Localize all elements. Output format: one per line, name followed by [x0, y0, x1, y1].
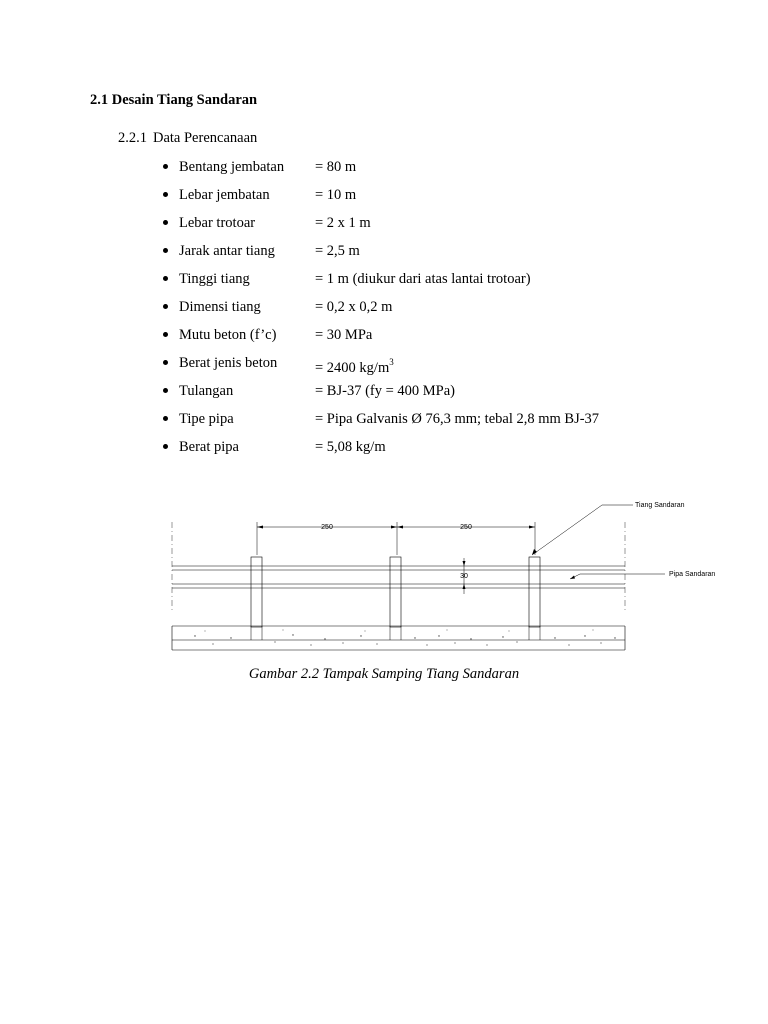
spec-value: = 30 MPa — [315, 327, 373, 343]
spec-label: Jarak antar tiang — [179, 243, 275, 259]
bullet-icon — [163, 444, 168, 449]
spec-value: = 2 x 1 m — [315, 215, 371, 231]
spacing-dimension — [257, 522, 535, 555]
spec-value-superscript: 3 — [389, 357, 394, 367]
dimension-label-30: 30 — [460, 573, 468, 580]
spec-value: = 1 m (diukur dari atas lantai trotoar) — [315, 271, 531, 287]
dimension-label-250-b: 250 — [460, 524, 472, 531]
post-callout-label: Tiang Sandaran — [635, 502, 685, 509]
subsection-title — [118, 130, 257, 147]
spec-value — [315, 354, 394, 377]
spec-value: = 0,2 x 0,2 m — [315, 299, 393, 315]
spec-value: = 80 m — [315, 159, 357, 175]
spec-value: = Pipa Galvanis Ø 76,3 mm; tebal 2,8 mm BJ-37 — [315, 411, 600, 427]
sidewalk-slab — [172, 626, 625, 650]
spec-label: Bentang jembatan — [179, 159, 285, 175]
figure-caption: Gambar 2.2 Tampak Samping Tiang Sandaran — [248, 666, 520, 682]
spec-label: Tipe pipa — [179, 411, 234, 427]
bullet-icon — [163, 304, 168, 309]
spec-value: = 5,08 kg/m — [315, 439, 386, 455]
post — [251, 557, 262, 627]
bullet-icon — [163, 332, 168, 337]
spec-value: = 10 m — [315, 187, 357, 203]
spec-value: = 2,5 m — [315, 243, 360, 259]
post — [390, 557, 401, 627]
dimension-label-250-a: 250 — [321, 524, 333, 531]
pipe-gap-dimension — [460, 558, 468, 594]
spec-label: Berat jenis beton — [179, 355, 278, 371]
bullet-icon — [163, 164, 168, 169]
bullet-icon — [163, 276, 168, 281]
posts — [251, 557, 540, 627]
bullet-icon — [163, 388, 168, 393]
spec-label: Tinggi tiang — [179, 271, 250, 287]
railing-drawing-svg — [165, 492, 765, 662]
spec-label: Berat pipa — [179, 439, 239, 455]
spec-label: Tulangan — [179, 383, 234, 399]
bullet-icon — [163, 248, 168, 253]
railing-drawing — [165, 492, 765, 662]
spec-value-text: = 2400 kg/m — [315, 359, 390, 376]
bullet-icon — [163, 192, 168, 197]
spec-label: Mutu beton (f’c) — [179, 327, 277, 343]
spec-label: Lebar jembatan — [179, 187, 270, 203]
spec-label: Dimensi tiang — [179, 299, 261, 315]
post-callout — [532, 502, 685, 555]
spec-value: = BJ-37 (fy = 400 MPa) — [315, 383, 456, 399]
bullet-icon — [163, 360, 168, 365]
pipe-callout — [570, 571, 715, 579]
subsection-text: Data Perencanaan — [153, 130, 258, 146]
pipe-callout-label: Pipa Sandaran — [669, 571, 716, 578]
section-title: 2.1 Desain Tiang Sandaran — [90, 92, 258, 108]
bullet-icon — [163, 220, 168, 225]
bullet-icon — [163, 416, 168, 421]
post — [529, 557, 540, 627]
spec-label: Lebar trotoar — [179, 215, 256, 231]
subsection-number: 2.2.1 — [118, 130, 147, 146]
